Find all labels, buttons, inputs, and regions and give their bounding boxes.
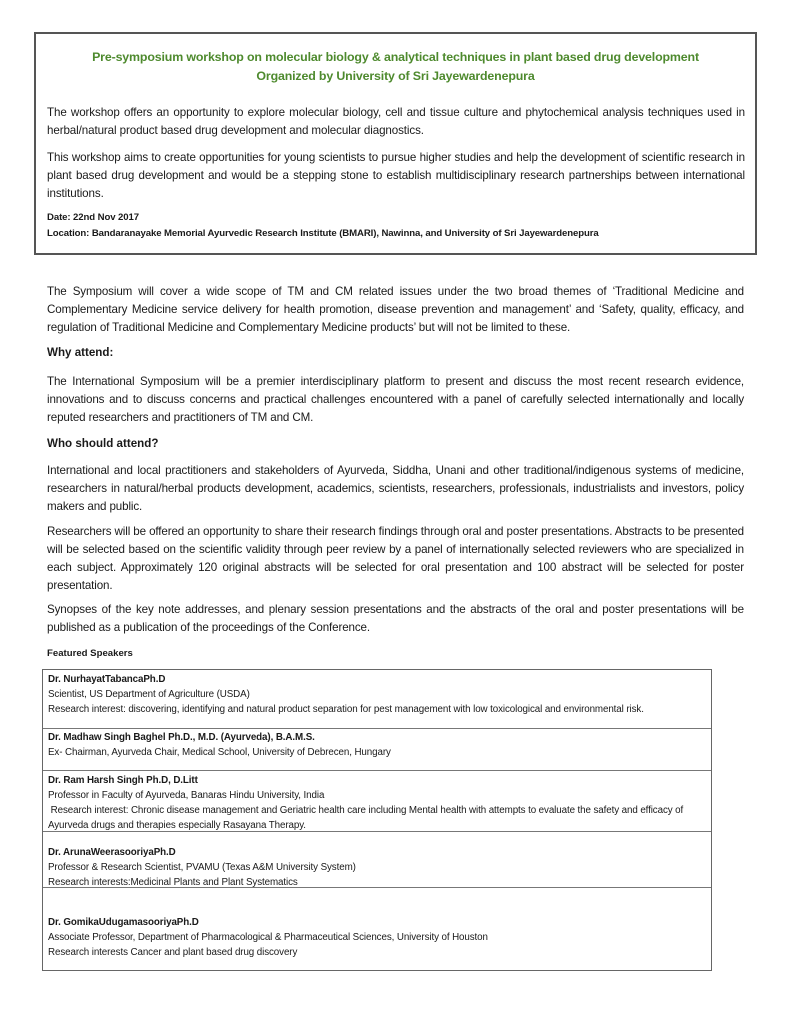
featured-speakers-heading: Featured Speakers [47, 648, 133, 659]
symposium-scope-paragraph: The Symposium will cover a wide scope of TM and CM related issues under the two broad themes of ‘Traditional Medicine and Complementary Medicine service delivery for health promotion, disease prevention and management’ and ‘Safety, quality, efficacy, and regulation of Traditional Medicine and Complementary Medicine products’ but will not be limited to these. [47, 285, 744, 334]
workshop-aims: This workshop aims to create opportunities for young scientists to pursue higher studies and help the development of scientific research in plant based drug development and would be a stepping stone to establish multidisciplinary research partnerships between international institutions. [47, 151, 745, 200]
speaker-position: Professor & Research Scientist, PVAMU (Texas A&M University System) [48, 862, 356, 873]
workshop-organizer: Organized by University of Sri Jayewardenepura [256, 69, 535, 83]
speaker-name: Dr. GomikaUdugamasooriyaPh.D [48, 917, 199, 928]
workshop-title [36, 48, 755, 86]
speaker-position: Scientist, US Department of Agriculture (USDA) [48, 689, 250, 700]
speaker-row [43, 888, 711, 972]
proceedings-paragraph: Synopses of the key note addresses, and plenary session presentations and the abstracts of the oral and poster presentations will be published as a publication of the proceedings of the Conference. [47, 603, 744, 634]
speaker-name: Dr. Ram Harsh Singh Ph.D, D.Litt [48, 775, 198, 786]
workshop-description: The workshop offers an opportunity to explore molecular biology, cell and tissue culture and phytochemical analysis techniques used in herbal/natural product based drug development and molecular diagnostics. [47, 106, 745, 137]
audience-paragraph: International and local practitioners and stakeholders of Ayurveda, Siddha, Unani and other traditional/indigenous systems of medicine, researchers in natural/herbal products development, academics, scientists, researchers, professionals, industrialists and investors, policy makers and public. [47, 464, 744, 513]
speaker-research-interest: Research interests:Medicinal Plants and Plant Systematics [48, 877, 298, 888]
speaker-row [43, 771, 711, 832]
workshop-location: Location: Bandaranayake Memorial Ayurvedic Research Institute (BMARI), Nawinna, and University of Sri Jayewardenepura [47, 228, 599, 239]
speaker-name: Dr. ArunaWeerasooriyaPh.D [48, 847, 176, 858]
speaker-position: Ex- Chairman, Ayurveda Chair, Medical School, University of Debrecen, Hungary [48, 747, 391, 758]
speaker-name: Dr. NurhayatTabancaPh.D [48, 674, 166, 685]
workshop-date: Date: 22nd Nov 2017 [47, 212, 139, 223]
workshop-info-box [34, 32, 757, 255]
why-attend-heading: Why attend: [47, 346, 114, 359]
speaker-position: Associate Professor, Department of Pharmacological & Pharmaceutical Sciences, University of Houston [48, 932, 488, 943]
why-attend-paragraph: The International Symposium will be a premier interdisciplinary platform to present and discuss the most recent research evidence, innovations and to discuss concerns and practical challenges encountered with a panel of carefully selected internationally and locally reputed researchers and practitioners of TM and CM. [47, 375, 744, 424]
workshop-title-line1: Pre-symposium workshop on molecular biology & analytical techniques in plant based drug development [92, 50, 699, 64]
speaker-research-interest: Research interest: Chronic disease management and Geriatric health care including Mental health with attempts to evaluate the safety and efficacy of Ayurveda drugs and therapies especially Rasayana Therapy. [48, 805, 686, 831]
speaker-name: Dr. Madhaw Singh Baghel Ph.D., M.D. (Ayurveda), B.A.M.S. [48, 732, 315, 743]
who-should-attend-heading: Who should attend? [47, 437, 159, 450]
speaker-row [43, 670, 711, 729]
speaker-research-interest: Research interests Cancer and plant based drug discovery [48, 947, 298, 958]
featured-speakers-table [42, 669, 712, 971]
speaker-position: Professor in Faculty of Ayurveda, Banaras Hindu University, India [48, 790, 325, 801]
speaker-row [43, 832, 711, 888]
abstracts-paragraph: Researchers will be offered an opportunity to share their research findings through oral and poster presentations. Abstracts to be presented will be selected based on the scientific validity through peer review by a panel of internationally selected reviewers who are specialized in each subject. Approximately 120 original abstracts will be selected for oral presentation and 100 abstract will be selected for poster presentation. [47, 525, 744, 592]
speaker-row [43, 729, 711, 771]
speaker-research-interest: Research interest: discovering, identifying and natural product separation for pest management with low toxicological and environmental risk. [48, 704, 644, 715]
